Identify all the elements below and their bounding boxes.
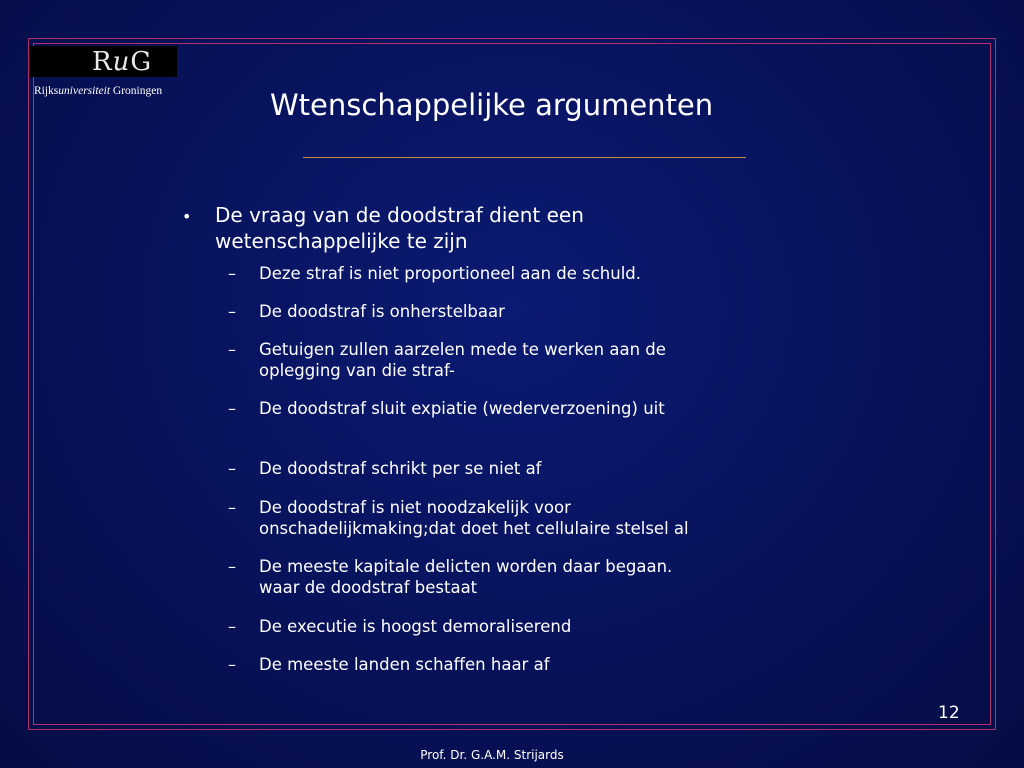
list-item-text: De meeste kapitale delicten worden daar begaan. waar de doodstraf bestaat xyxy=(259,557,673,597)
bullet-icon: • xyxy=(182,207,192,226)
logo-mark-r: R xyxy=(92,47,113,77)
page-number: 12 xyxy=(938,703,960,723)
footer-author: Prof. Dr. G.A.M. Strijards xyxy=(420,748,564,762)
list-item-text: De doodstraf is niet noodzakelijk voor onschadelijkmaking;dat doet het cellulaire stelsel al xyxy=(259,498,689,538)
main-bullet-text: De vraag van de doodstraf dient een wetenschappelijke te zijn xyxy=(215,203,584,253)
title-divider xyxy=(303,157,746,158)
logo-caption-suffix: Groningen xyxy=(110,85,163,97)
dash-icon: – xyxy=(228,617,236,636)
logo-mark xyxy=(92,47,152,77)
logo-caption-prefix: Rijks xyxy=(34,85,59,97)
dash-icon: – xyxy=(228,340,236,359)
list-item-text: De meeste landen schaffen haar af xyxy=(259,655,550,674)
list-item-text: De doodstraf schrikt per se niet af xyxy=(259,459,542,478)
dash-icon: – xyxy=(228,498,236,517)
list-item-text: Getuigen zullen aarzelen mede te werken aan de oplegging van die straf- xyxy=(259,340,666,380)
dash-icon: – xyxy=(228,399,236,418)
dash-icon: – xyxy=(228,655,236,674)
list-item-text: De doodstraf is onherstelbaar xyxy=(259,302,505,321)
slide-title: Wtenschappelijke argumenten xyxy=(270,88,714,122)
list-item-text: De executie is hoogst demoraliserend xyxy=(259,617,572,636)
logo-caption xyxy=(34,85,162,97)
logo-mark-g: G xyxy=(130,47,153,77)
dash-icon: – xyxy=(228,459,236,478)
logo-mark-u: u xyxy=(112,47,131,77)
logo-caption-italic: universiteit xyxy=(58,85,111,97)
list-item-text: De doodstraf sluit expiatie (wederverzoening) uit xyxy=(259,399,665,418)
list-item-text: Deze straf is niet proportioneel aan de schuld. xyxy=(259,264,642,283)
dash-icon: – xyxy=(228,302,236,321)
dash-icon: – xyxy=(228,557,236,576)
dash-icon: – xyxy=(228,264,236,283)
